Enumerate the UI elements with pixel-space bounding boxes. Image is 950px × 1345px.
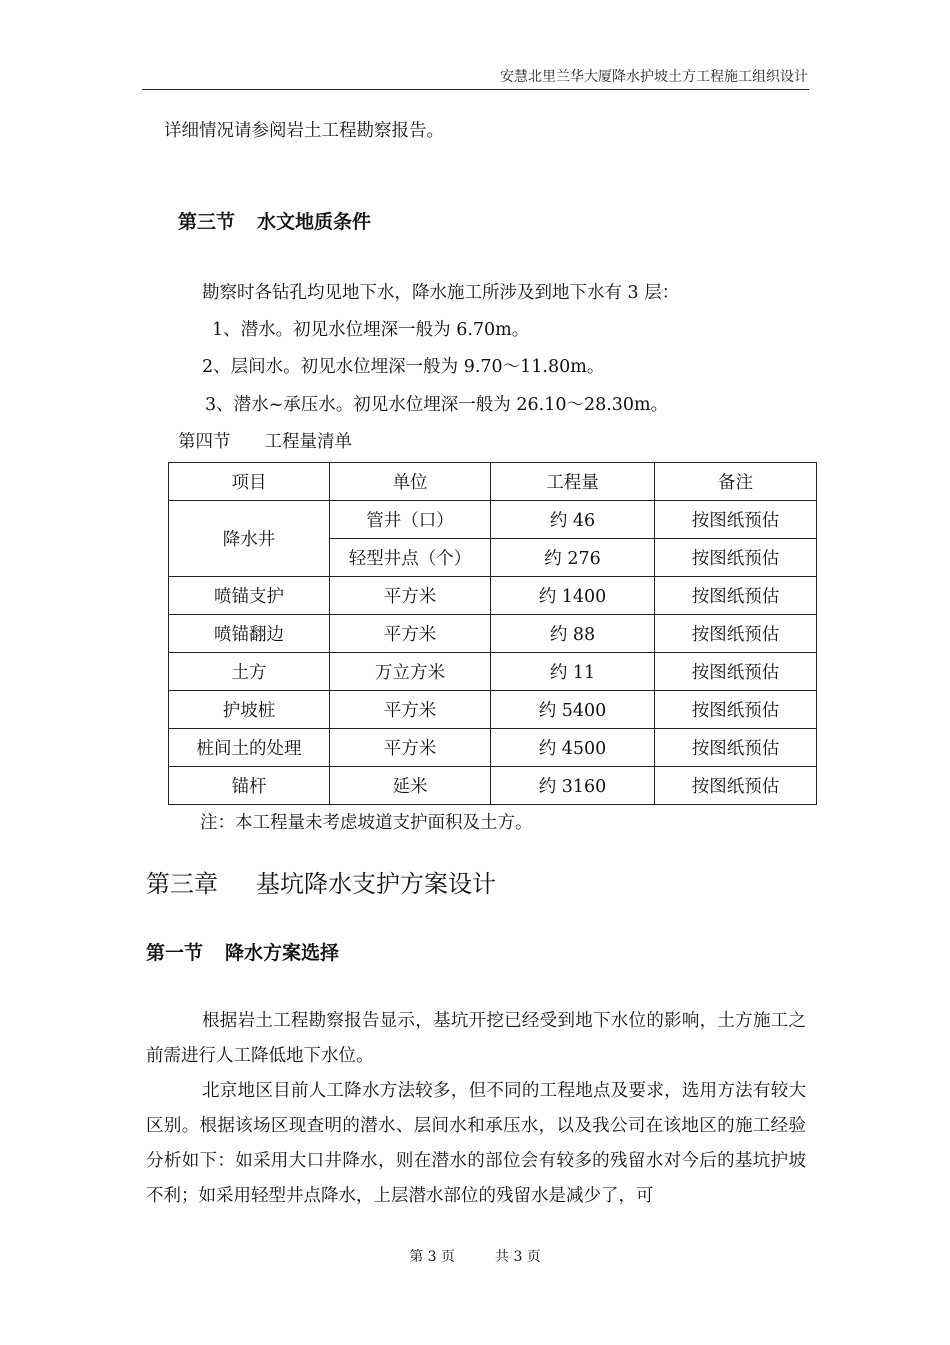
- cell-unit: 平方米: [330, 691, 491, 729]
- cell-qty: 约 88: [491, 615, 655, 653]
- cell-item-well: 降水井: [169, 501, 330, 577]
- header-note: 备注: [655, 463, 817, 501]
- quantity-table: [168, 462, 817, 805]
- chapter3-title: 基坑降水支护方案设计: [256, 870, 496, 898]
- table-row: [169, 577, 817, 615]
- cell-note: 按图纸预估: [655, 615, 817, 653]
- cell-qty: 约 11: [491, 653, 655, 691]
- cell-item: 喷锚支护: [169, 577, 330, 615]
- ch3-section1-title: 降水方案选择: [225, 942, 340, 964]
- cell-unit: 平方米: [330, 577, 491, 615]
- table-row: [169, 615, 817, 653]
- footer-total: 共 3 页: [495, 1249, 541, 1265]
- chapter3-number: 第三章: [146, 870, 218, 898]
- cell-note: 按图纸预估: [655, 767, 817, 805]
- cell-note: 按图纸预估: [655, 501, 817, 539]
- cell-note: 按图纸预估: [655, 653, 817, 691]
- cell-unit: 延米: [330, 767, 491, 805]
- cell-note: 按图纸预估: [655, 577, 817, 615]
- ch3-section1-heading: [146, 938, 339, 965]
- cell-unit: 管井（口）: [330, 501, 491, 539]
- cell-qty: 约 46: [491, 501, 655, 539]
- cell-unit: 平方米: [330, 729, 491, 767]
- intro-line: 详细情况请参阅岩土工程勘察报告。: [164, 121, 444, 141]
- table-row: [169, 501, 817, 539]
- cell-note: 按图纸预估: [655, 691, 817, 729]
- header-qty: 工程量: [491, 463, 655, 501]
- section3-item-1: 1、潜水。初见水位埋深一般为 6.70m。: [212, 320, 530, 340]
- cell-item: 护坡桩: [169, 691, 330, 729]
- table-row: [169, 691, 817, 729]
- section4-title: 工程量清单: [264, 432, 352, 452]
- cell-unit: 万立方米: [330, 653, 491, 691]
- section4-heading: [178, 428, 352, 453]
- table-row: [169, 767, 817, 805]
- section3-title: 水文地质条件: [257, 211, 372, 233]
- cell-note: 按图纸预估: [655, 729, 817, 767]
- section3-number: 第三节: [178, 211, 236, 233]
- paragraph-2: 北京地区目前人工降水方法较多，但不同的工程地点及要求，选用方法有较大区别。根据该场区现查明的潜水、层间水和承压水，以及我公司在该地区的施工经验分析如下：如采用大口井降水，则在潜水的部位会有较多的残留水对今后的基坑护坡不利；如采用轻型井点降水，上层潜水部位的残留水是减少了，可: [146, 1081, 806, 1206]
- section3-item-2: 2、层间水。初见水位埋深一般为 9.70～11.80m。: [202, 357, 605, 377]
- cell-item: 桩间土的处理: [169, 729, 330, 767]
- section3-item-3: 3、潜水~承压水。初见水位埋深一般为 26.10～28.30m。: [205, 395, 669, 415]
- chapter3-heading: [146, 864, 496, 899]
- header-unit: 单位: [330, 463, 491, 501]
- cell-qty: 约 5400: [491, 691, 655, 729]
- cell-item: 锚杆: [169, 767, 330, 805]
- paragraph-1: 根据岩土工程勘察报告显示，基坑开挖已经受到地下水位的影响，土方施工之前需进行人工降低地下水位。: [146, 1011, 806, 1066]
- cell-qty: 约 3160: [491, 767, 655, 805]
- cell-item: 土方: [169, 653, 330, 691]
- header-rule: [142, 89, 809, 90]
- footer-page: 第 3 页: [409, 1249, 455, 1265]
- page-footer: [0, 1246, 950, 1266]
- ch3-section1-number: 第一节: [146, 942, 204, 964]
- table-note: 注：本工程量未考虑坡道支护面积及土方。: [200, 813, 533, 833]
- cell-qty: 约 4500: [491, 729, 655, 767]
- cell-unit: 平方米: [330, 615, 491, 653]
- header-item: 项目: [169, 463, 330, 501]
- cell-note: 按图纸预估: [655, 539, 817, 577]
- cell-unit: 轻型井点（个）: [330, 539, 491, 577]
- section3-lead: 勘察时各钻孔均见地下水，降水施工所涉及到地下水有 3 层：: [202, 283, 680, 303]
- table-header-row: [169, 463, 817, 501]
- section4-number: 第四节: [178, 432, 231, 452]
- cell-item: 喷锚翻边: [169, 615, 330, 653]
- document-header-title: 安慧北里兰华大厦降水护坡土方工程施工组织设计: [500, 69, 808, 85]
- section3-heading: [178, 207, 371, 234]
- table-row: [169, 729, 817, 767]
- cell-qty: 约 276: [491, 539, 655, 577]
- table-row: [169, 653, 817, 691]
- cell-qty: 约 1400: [491, 577, 655, 615]
